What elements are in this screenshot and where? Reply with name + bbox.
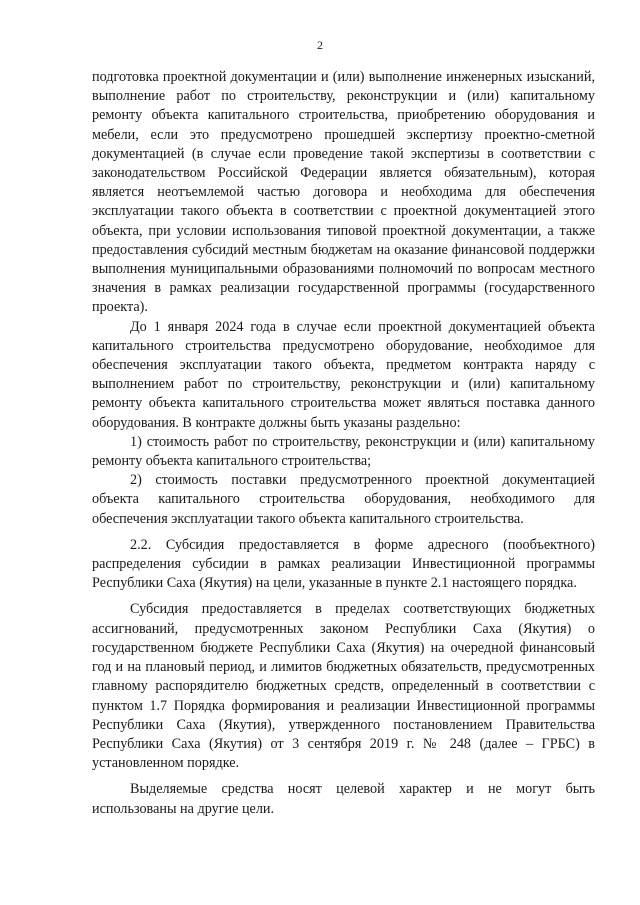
paragraph-continuation: подготовка проектной документации и (или) выполнение инженерных изысканий, выполнение работ по строительству, реконструкции и (или) капитальному ремонту объекта капитального строительства, приобретению оборудования и мебели, если это предусмотрено прошедшей экспертизу проектно-сметной документацией (в случае если проведение такой экспертизы в соответствии с законодательством Российской Федерации является обязательным), которая является неотъемлемой частью договора и необходима для обеспечения эксплуатации такого объекта в соответствии с проектной документацией этого объекта, при условии использования типовой проектной документации, а также предоставления субсидий местным бюджетам на оказание финансовой поддержки выполнения муниципальными образованиями полномочий по вопросам местного значения в рамках реализации государственной программы (государственного проекта).	[92, 69, 595, 316]
paragraph-target-use: Выделяемые средства носят целевой характер и не могут быть использованы на другие цели.	[92, 781, 595, 817]
paragraph-equipment-before-2024: До 1 января 2024 года в случае если проектной документацией объекта капитального строительства предусмотрено оборудование, необходимое для обеспечения эксплуатации такого объекта, предметом контракта наряду с выполнением работ по строительству, реконструкции и (или) капитальному ремонту объекта капитального строительства может являться поставка данного оборудования. В контракте должны быть указаны раздельно:	[92, 318, 595, 431]
paragraph-item-1-works-cost: 1) стоимость работ по строительству, реконструкции и (или) капитальному ремонту объекта капитального строительства;	[92, 433, 595, 470]
paragraph-budget-allocations: Субсидия предоставляется в пределах соответствующих бюджетных ассигнований, предусмотренных законом Республики Саха (Якутия) о государственном бюджете Республики Саха (Якутия) на очередной финансовый год и на плановый период, и лимитов бюджетных обязательств, предусмотренных главному распорядителю бюджетных средств, определенный в соответствии с пунктом 1.7 Порядка формирования и реализации Инвестиционной программы Республики Саха (Якутия), утвержденного постановлением Правительства Республики Саха (Якутия) от 3 сентября 2019 г. № 248 (далее – ГРБС) в установленном порядке.	[92, 601, 595, 772]
document-body	[92, 68, 595, 819]
paragraph-item-2-equipment-cost: 2) стоимость поставки предусмотренного проектной документацией объекта капитального строительства оборудования, необходимого для обеспечения эксплуатации такого объекта капитального строительства.	[92, 472, 595, 527]
paragraph-clause-2-2: 2.2. Субсидия предоставляется в форме адресного (пообъектного) распределения субсидии в рамках реализации Инвестиционной программы Республики Саха (Якутия) на цели, указанные в пункте 2.1 настоящего порядка.	[92, 536, 595, 592]
page-number: 2	[317, 38, 323, 52]
